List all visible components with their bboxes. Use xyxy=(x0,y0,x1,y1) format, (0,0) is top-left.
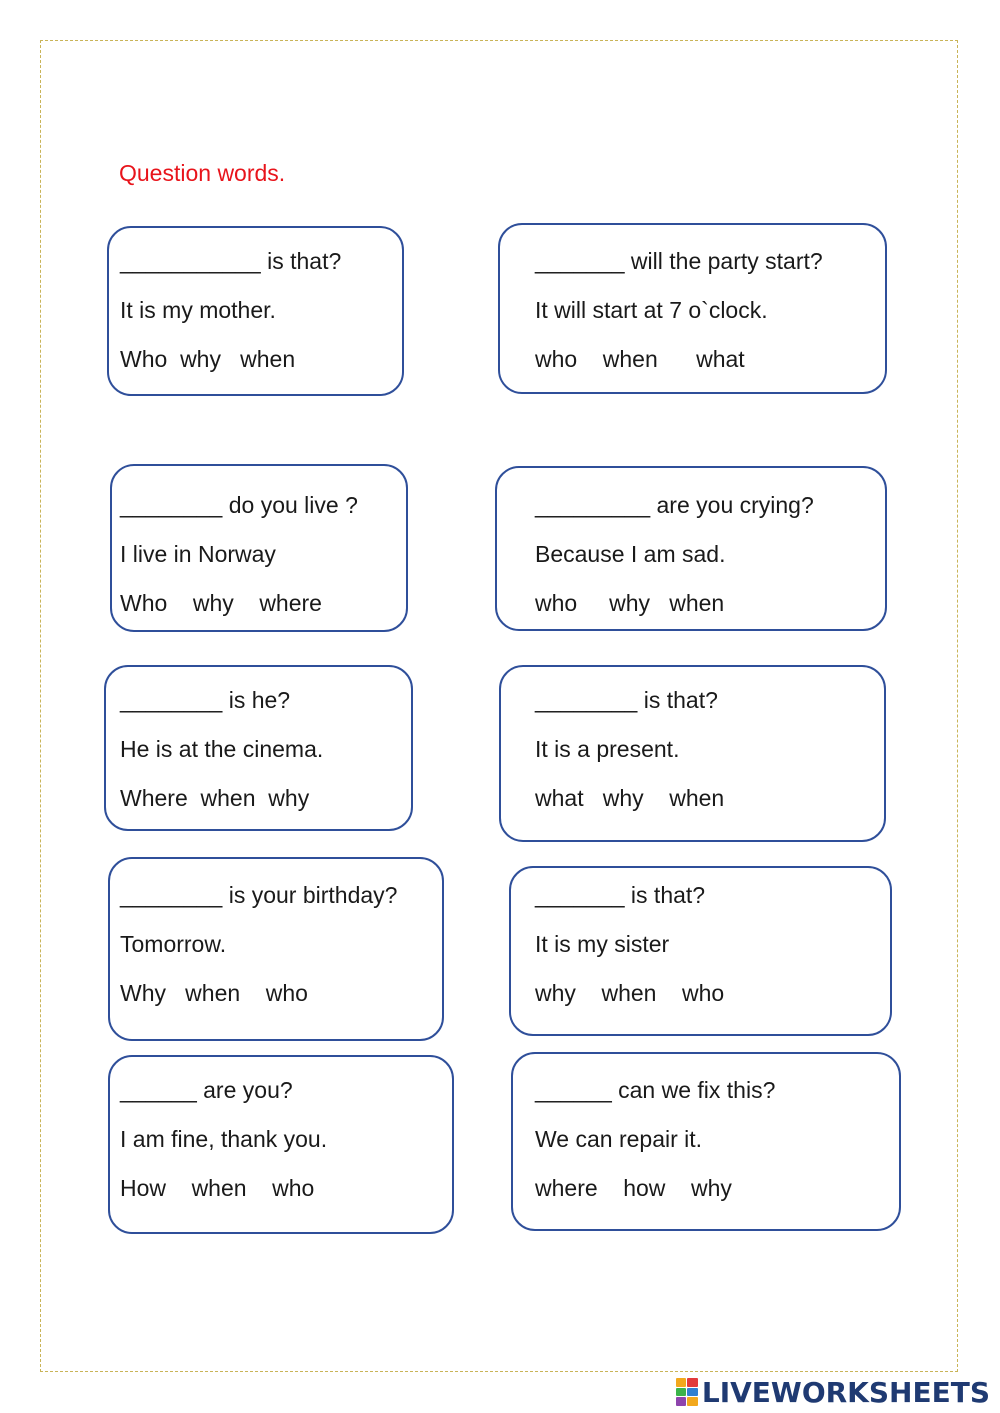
answer-text: He is at the cinema. xyxy=(120,736,324,762)
question-card xyxy=(107,226,404,396)
liveworksheets-logo-icon xyxy=(676,1378,698,1406)
answer-text: It will start at 7 o`clock. xyxy=(535,297,768,323)
question-card xyxy=(108,857,444,1041)
brand-text: LIVEWORKSHEETS xyxy=(701,1375,990,1409)
answer-text: It is a present. xyxy=(535,736,680,762)
question-card xyxy=(509,866,892,1036)
question-card xyxy=(110,464,408,632)
word-options[interactable]: Who why where xyxy=(120,590,322,616)
word-options[interactable]: what why when xyxy=(535,785,725,811)
word-options[interactable]: How when who xyxy=(120,1175,315,1201)
question-text[interactable]: ______ can we fix this? xyxy=(535,1077,776,1103)
question-text[interactable]: _______ is that? xyxy=(535,882,706,908)
answer-text: Because I am sad. xyxy=(535,541,726,567)
question-text[interactable]: _______ will the party start? xyxy=(535,248,823,274)
question-card xyxy=(495,466,887,631)
word-options[interactable]: who when what xyxy=(535,346,745,372)
question-card xyxy=(511,1052,901,1231)
question-text[interactable]: ________ is your birthday? xyxy=(120,882,398,908)
answer-text: I am fine, thank you. xyxy=(120,1126,328,1152)
answer-text: We can repair it. xyxy=(535,1126,703,1152)
question-text[interactable]: ________ is he? xyxy=(120,687,291,713)
question-text[interactable]: _________ are you crying? xyxy=(535,492,814,518)
question-text[interactable]: ___________ is that? xyxy=(120,248,342,274)
word-options[interactable]: why when who xyxy=(535,980,725,1006)
word-options[interactable]: Who why when xyxy=(120,346,296,372)
answer-text: It is my mother. xyxy=(120,297,276,323)
worksheet-title: Question words. xyxy=(119,160,286,186)
word-options[interactable]: Why when who xyxy=(120,980,308,1006)
question-text[interactable]: ________ do you live ? xyxy=(120,492,358,518)
word-options[interactable]: who why when xyxy=(535,590,725,616)
question-card xyxy=(104,665,413,831)
question-card xyxy=(108,1055,454,1234)
word-options[interactable]: Where when why xyxy=(120,785,310,811)
question-card xyxy=(499,665,886,842)
question-text[interactable]: ______ are you? xyxy=(120,1077,293,1103)
question-card xyxy=(498,223,887,394)
answer-text: I live in Norway xyxy=(120,541,276,567)
word-options[interactable]: where how why xyxy=(535,1175,732,1201)
answer-text: It is my sister xyxy=(535,931,670,957)
answer-text: Tomorrow. xyxy=(120,931,227,957)
question-text[interactable]: ________ is that? xyxy=(535,687,718,713)
liveworksheets-logo[interactable] xyxy=(676,1375,990,1409)
